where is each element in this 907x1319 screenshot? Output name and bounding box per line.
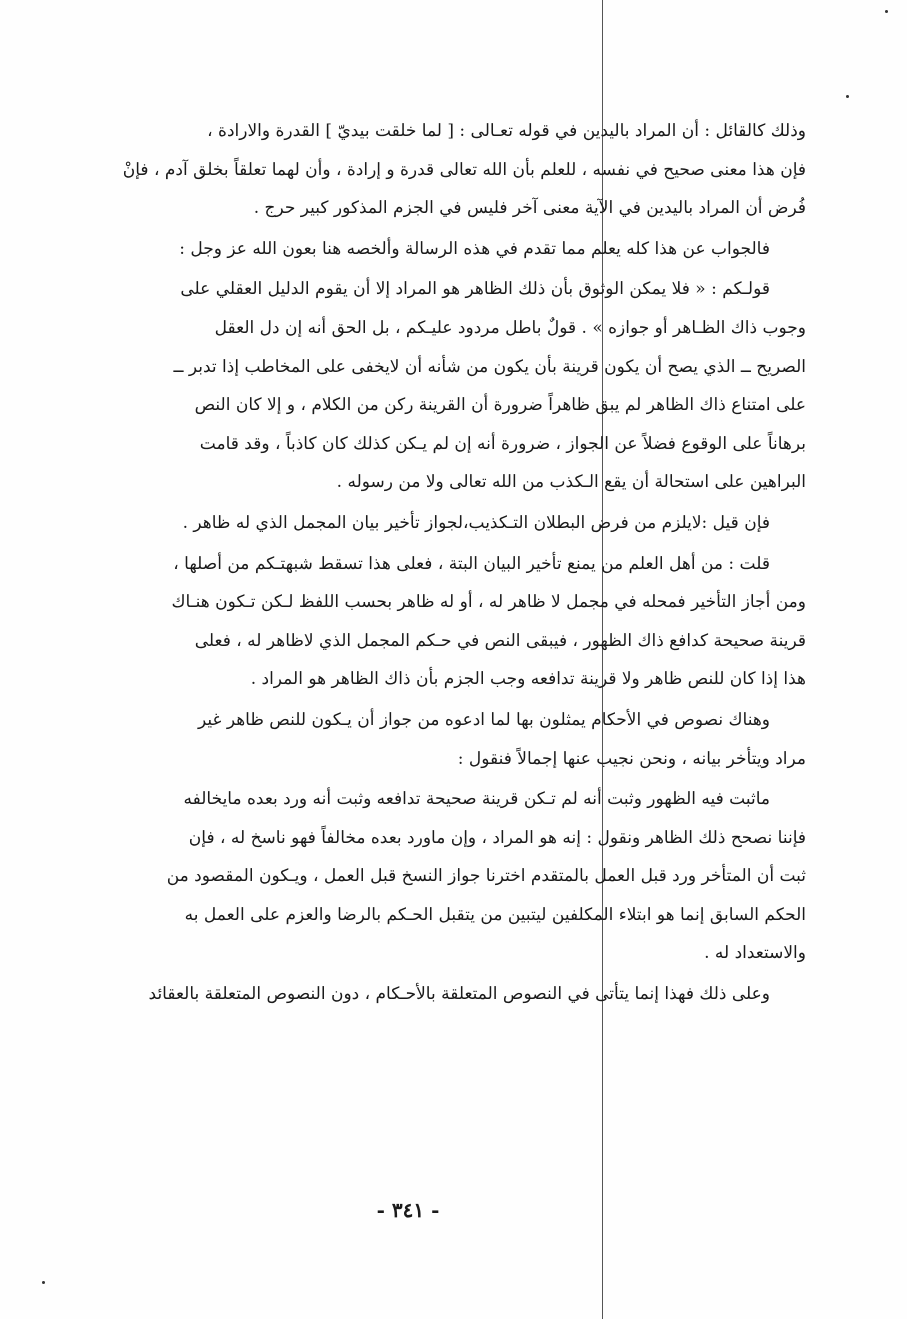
text-line: الصريح ــ الذي يصح أن يكون قرينة بأن يكون من شأنه أن لايخفى على المخاطب إذا تدبر ــ bbox=[173, 356, 806, 377]
text-line: البراهين على استحالة أن يقع الـكذب من الله تعالى ولا من رسوله . bbox=[336, 472, 806, 493]
text-line: على امتناع ذاك الظاهر لم يبق ظاهراً ضرورة أن القرينة ركن من الكلام ، و إلا كان النص bbox=[194, 395, 806, 416]
text-line: الحكم السابق إنما هو ابتلاء المكلفين ليتبين من يتقبل الحـكم بالرضا والعزم على العمل به bbox=[184, 904, 806, 925]
text-line: قولـكم : « فلا يمكن الوثوق بأن ذلك الظاهر هو المراد إلا أن يقوم الدليل العقلي على bbox=[180, 279, 770, 300]
text-line: والاستعداد له . bbox=[704, 943, 806, 964]
text-line: فإن هذا معنى صحيح في نفسه ، للعلم بأن الله تعالى قدرة و إرادة ، وأن لهما تعلقاً بخلق آدم ، فإنْ bbox=[122, 159, 806, 180]
text-line: ثبت أن المتأخر ورد قبل العمل بالمتقدم اخترنا جواز النسخ قبل العمل ، ويـكون المقصود من bbox=[166, 866, 806, 887]
scan-speck bbox=[846, 95, 849, 98]
text-line: مراد ويتأخر بيانه ، ونحن نجيب عنها إجمالاً فنقول : bbox=[457, 748, 806, 769]
paragraph-1 bbox=[96, 112, 806, 228]
text-line: وهناك نصوص في الأحكام يمثلون بها لما ادعوه من جواز أن يـكون للنص ظاهر غير bbox=[198, 709, 770, 730]
text-line: وعلى ذلك فهذا إنما يتأتى في النصوص المتعلقة بالأحـكام ، دون النصوص المتعلقة بالعقائد bbox=[148, 984, 770, 1005]
paragraph-2 bbox=[96, 230, 806, 269]
scan-speck bbox=[42, 1281, 45, 1284]
scan-speck bbox=[885, 10, 888, 13]
paragraph-6 bbox=[96, 701, 806, 778]
text-line: وجوب ذاك الظـاهر أو جوازه » . قولٌ باطل مردود عليـكم ، بل الحق أنه إن دل العقل bbox=[214, 317, 806, 338]
text-line: قرينة صحيحة كدافع ذاك الظهور ، فيبقى النص في حـكم المجمل الذي لاظاهر له ، فعلى bbox=[194, 630, 806, 651]
text-line: برهاناً على الوقوع فضلاً عن الجواز ، ضرورة أنه إن لم يـكن كذلك كان كاذباً ، وقد قامت bbox=[199, 433, 806, 454]
paragraph-4 bbox=[96, 504, 806, 543]
text-line: هذا إذا كان للنص ظاهر ولا قرينة تدافعه وجب الجزم بأن ذاك الظاهر هو المراد . bbox=[250, 669, 806, 690]
text-line: ماثبت فيه الظهور وثبت أنه لم تـكن قرينة صحيحة تدافعه وثبت أنه ورد بعده مايخالفه bbox=[183, 789, 770, 810]
paragraph-5 bbox=[96, 545, 806, 699]
text-line: ومن أجاز التأخير فمحله في مجمل لا ظاهر له ، أو له ظاهر بحسب اللفظ لـكن تـكون هنـاك bbox=[171, 592, 806, 613]
text-line: فإن قيل :لايلزم من فرض البطلان التـكذيب،لجواز تأخير بيان المجمل الذي له ظاهر . bbox=[182, 512, 770, 533]
paragraph-7 bbox=[96, 780, 806, 973]
text-line: قلت : من أهل العلم من يمنع تأخير البيان البتة ، فعلى هذا تسقط شبهتـكم من أصلها ، bbox=[173, 553, 770, 574]
paragraph-3 bbox=[96, 270, 806, 502]
text-line: فُرض أن المراد باليدين في الآية معنى آخر فليس في الجزم المذكور كبير حرج . bbox=[253, 198, 806, 219]
body-text bbox=[96, 112, 806, 1014]
text-line: فإننا نصحح ذلك الظاهر ونقول : إنه هو المراد ، وإن ماورد بعده مخالفاً فهو ناسخ له ، فإن bbox=[188, 827, 806, 848]
page-number: - ٣٤١ - bbox=[376, 1198, 440, 1222]
paragraph-8 bbox=[96, 975, 806, 1014]
text-line: فالجواب عن هذا كله يعلم مما تقدم في هذه الرسالة وألخصه هنا بعون الله عز وجل : bbox=[179, 238, 770, 259]
text-line: وذلك كالقائل : أن المراد باليدين في قوله تعـالى : [ لما خلقت بيديّ ] القدرة والارادة ، bbox=[207, 121, 806, 141]
